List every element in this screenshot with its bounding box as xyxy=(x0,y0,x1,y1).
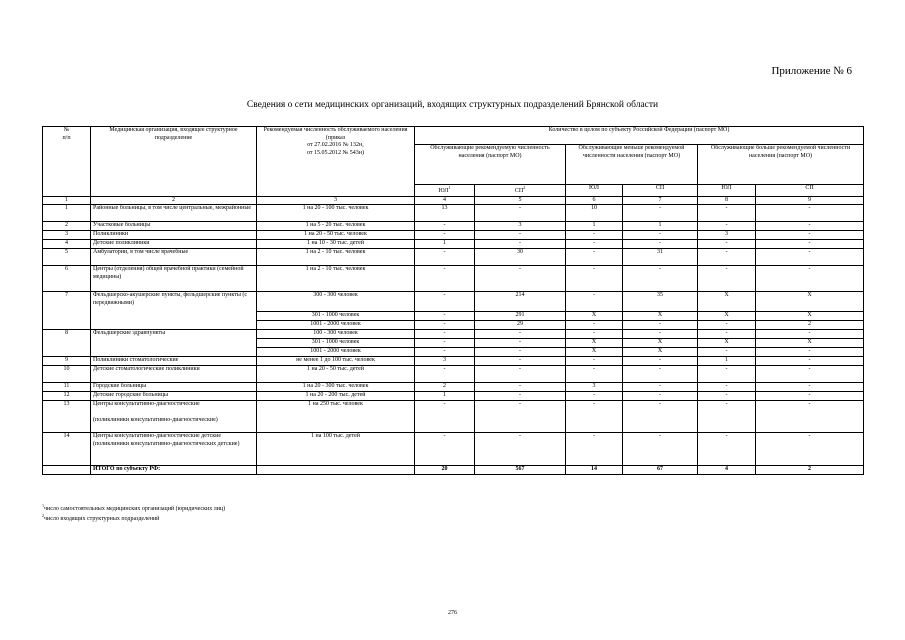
header-sp: СП xyxy=(756,185,864,197)
total-value: 20 xyxy=(415,466,475,475)
cell-value: 3 xyxy=(415,357,475,366)
row-recommended: 1 на 250 тыс. человек xyxy=(257,401,415,433)
cell-value: - xyxy=(756,392,864,401)
cell-value: X xyxy=(756,292,864,312)
cell-value: - xyxy=(698,366,756,383)
cell-value: - xyxy=(415,249,475,266)
cell-value: - xyxy=(566,231,623,240)
cell-value: - xyxy=(475,392,566,401)
cell-value: X xyxy=(623,312,698,321)
cell-value: - xyxy=(566,433,623,466)
row-organization-subline: (поликлиники консультативно-диагностические) xyxy=(93,416,218,423)
cell-value: X xyxy=(698,339,756,348)
row-recommended: 1 на 100 тыс. детей xyxy=(257,433,415,466)
row-number: 1 xyxy=(43,205,91,222)
header-group-recommended: Обслуживающие рекомендуемую численность населения (паспорт МО) xyxy=(415,145,566,185)
column-number: 7 xyxy=(623,196,698,205)
table-row xyxy=(43,383,864,392)
column-number: 3 xyxy=(257,196,415,205)
cell-value: - xyxy=(475,330,566,339)
row-recommended: 1 на 20 - 50 тыс. человек xyxy=(257,231,415,240)
cell-value: - xyxy=(475,383,566,392)
row-recommended: 1001 - 2000 человек xyxy=(257,348,415,357)
cell-value: - xyxy=(756,330,864,339)
cell-value: - xyxy=(756,433,864,466)
cell-value: - xyxy=(623,330,698,339)
cell-value: - xyxy=(566,321,623,330)
row-organization-line: Центры консультативно-диагностические детские xyxy=(93,433,222,439)
row-recommended: 1 на 10 - 30 тыс. детей xyxy=(257,240,415,249)
header-yul: $ЮЛ^1$ xyxy=(415,185,475,197)
header-yul: ЮЛ xyxy=(698,185,756,197)
cell-value: - xyxy=(475,348,566,357)
row-recommended: 1 на 20 - 100 тыс. человек xyxy=(257,205,415,222)
cell-value: - xyxy=(623,392,698,401)
cell-value: - xyxy=(623,240,698,249)
cell-value: - xyxy=(415,339,475,348)
cell-value: - xyxy=(756,348,864,357)
header-recommended: Рекомендуемая численность обслуживаемого населения (приказ от 27.02.2016 № 132н, от 15.05.2012 № 543н) xyxy=(257,127,415,197)
row-recommended: 1 на 5 - 20 тыс. человек xyxy=(257,222,415,231)
cell-value: 1 xyxy=(415,392,475,401)
row-recommended: 1 на 20 - 200 тыс. детей xyxy=(257,392,415,401)
cell-value: - xyxy=(415,401,475,433)
row-recommended: 100 - 300 человек xyxy=(257,330,415,339)
header-org: Медицинская организация, входящее структурное подразделение xyxy=(91,127,257,197)
table-row xyxy=(43,240,864,249)
cell-value: 1 xyxy=(698,357,756,366)
cell-value: - xyxy=(756,383,864,392)
cell-value: - xyxy=(623,366,698,383)
row-number: 12 xyxy=(43,392,91,401)
row-organization: Поликлиники стоматологические xyxy=(91,357,257,366)
cell-value: - xyxy=(756,222,864,231)
cell-value: - xyxy=(566,240,623,249)
cell-value: X xyxy=(698,292,756,312)
cell-value: - xyxy=(756,249,864,266)
cell-value: - xyxy=(566,249,623,266)
cell-value: - xyxy=(475,433,566,466)
medical-network-table xyxy=(42,126,864,475)
table-row xyxy=(43,266,864,292)
column-number-row xyxy=(43,196,864,205)
table-row xyxy=(43,231,864,240)
column-number: 5 xyxy=(475,196,566,205)
cell-value: 3 xyxy=(566,383,623,392)
cell-value: 13 xyxy=(415,205,475,222)
row-number: 11 xyxy=(43,383,91,392)
cell-value: - xyxy=(475,366,566,383)
cell-value: - xyxy=(698,433,756,466)
cell-value: - xyxy=(475,339,566,348)
table-row xyxy=(43,366,864,383)
table-row xyxy=(43,401,864,433)
cell-value: - xyxy=(475,357,566,366)
cell-value: 1 xyxy=(415,240,475,249)
cell-value: - xyxy=(623,231,698,240)
cell-value: - xyxy=(698,321,756,330)
row-organization-subline: (поликлиники консультативно-диагностических детские) xyxy=(93,440,240,447)
cell-value: 2 xyxy=(415,383,475,392)
cell-value: 29 xyxy=(475,321,566,330)
cell-value: - xyxy=(566,392,623,401)
cell-value: - xyxy=(415,321,475,330)
total-value: 4 xyxy=(698,466,756,475)
row-organization: Фельдшерско-акушерские пункты, фельдшерские пункты (с передвижными) xyxy=(91,292,257,330)
cell-value: - xyxy=(698,249,756,266)
cell-value: - xyxy=(698,266,756,292)
row-organization: Центры (отделения) общей врачебной практики (семейной медицины) xyxy=(91,266,257,292)
row-organization: Детские стоматологические поликлиники xyxy=(91,366,257,383)
row-organization: Фельдшерские здравпункты xyxy=(91,330,257,357)
table-row xyxy=(43,222,864,231)
cell-value: - xyxy=(756,366,864,383)
cell-value: - xyxy=(623,266,698,292)
cell-value: 2 xyxy=(756,321,864,330)
cell-value: - xyxy=(566,330,623,339)
page-number: 276 xyxy=(448,610,457,616)
row-recommended: не менее 1 до 100 тыс. человек xyxy=(257,357,415,366)
cell-value: - xyxy=(698,383,756,392)
cell-value: - xyxy=(415,222,475,231)
row-recommended: 1 на 2 - 10 тыс. человек xyxy=(257,266,415,292)
cell-value: - xyxy=(756,357,864,366)
cell-value: - xyxy=(475,240,566,249)
table-row xyxy=(43,205,864,222)
column-number: 8 xyxy=(698,196,756,205)
cell-value: - xyxy=(623,357,698,366)
cell-value: - xyxy=(698,401,756,433)
row-recommended: 301 - 1000 человек xyxy=(257,312,415,321)
row-number: 3 xyxy=(43,231,91,240)
row-number: 5 xyxy=(43,249,91,266)
cell-value: - xyxy=(698,330,756,339)
cell-value: - xyxy=(623,433,698,466)
cell-value: - xyxy=(415,231,475,240)
row-organization: Поликлиники xyxy=(91,231,257,240)
cell-value: X xyxy=(698,312,756,321)
row-number: 4 xyxy=(43,240,91,249)
cell-value: 3 xyxy=(698,231,756,240)
cell-value: - xyxy=(698,205,756,222)
table-row xyxy=(43,433,864,466)
total-value: 567 xyxy=(475,466,566,475)
cell-value: 214 xyxy=(475,292,566,312)
column-number: 4 xyxy=(415,196,475,205)
cell-value: X xyxy=(623,339,698,348)
cell-value: - xyxy=(475,266,566,292)
cell-value: 35 xyxy=(623,292,698,312)
cell-value: 3 xyxy=(475,222,566,231)
table-row xyxy=(43,330,864,339)
header-row xyxy=(43,127,864,145)
cell-value: - xyxy=(415,330,475,339)
row-organization xyxy=(91,433,257,466)
cell-value: - xyxy=(566,366,623,383)
cell-value: - xyxy=(756,231,864,240)
document-title: Сведения о сети медицинских организаций, входящих структурных подразделений Брянской области xyxy=(246,100,659,110)
cell-value: 10 xyxy=(566,205,623,222)
total-empty-cell xyxy=(257,466,415,475)
cell-value: - xyxy=(623,383,698,392)
header-num: № п/п xyxy=(43,127,91,197)
table-row xyxy=(43,249,864,266)
cell-value: - xyxy=(475,231,566,240)
total-value: 14 xyxy=(566,466,623,475)
footnote: $^1$число самостоятельных медицинских организаций (юридических лиц) xyxy=(42,503,226,512)
footnotes xyxy=(42,503,225,523)
column-number: 9 xyxy=(756,196,864,205)
appendix-label: Приложение № 6 xyxy=(771,65,852,77)
cell-value: - xyxy=(566,292,623,312)
cell-value: - xyxy=(698,222,756,231)
column-number: 6 xyxy=(566,196,623,205)
cell-value: - xyxy=(475,401,566,433)
row-number: 6 xyxy=(43,266,91,292)
header-yul: ЮЛ xyxy=(566,185,623,197)
cell-value: - xyxy=(415,366,475,383)
total-empty-cell xyxy=(43,466,91,475)
cell-value: - xyxy=(623,321,698,330)
row-organization xyxy=(91,401,257,433)
row-number: 8 xyxy=(43,330,91,357)
row-organization-line: Центры консультативно-диагностические xyxy=(93,401,200,407)
row-organization: Детские поликлиники xyxy=(91,240,257,249)
cell-value: - xyxy=(566,357,623,366)
row-number: 10 xyxy=(43,366,91,383)
cell-value: 1 xyxy=(566,222,623,231)
table-row xyxy=(43,392,864,401)
cell-value: X xyxy=(623,348,698,357)
cell-value: 30 xyxy=(475,249,566,266)
header-sp: $СП^2$ xyxy=(475,185,566,197)
cell-value: - xyxy=(756,266,864,292)
cell-value: - xyxy=(698,348,756,357)
cell-value: 1 xyxy=(623,222,698,231)
cell-value: - xyxy=(756,240,864,249)
cell-value: - xyxy=(415,348,475,357)
cell-value: - xyxy=(623,401,698,433)
cell-value: 31 xyxy=(623,249,698,266)
row-number: 14 xyxy=(43,433,91,466)
total-label: ИТОГО по субъекту РФ: xyxy=(91,466,257,475)
cell-value: - xyxy=(698,240,756,249)
total-value: 67 xyxy=(623,466,698,475)
cell-value: - xyxy=(566,266,623,292)
column-number: 1 xyxy=(43,196,91,205)
row-number: 13 xyxy=(43,401,91,433)
row-recommended: 1 на 20 - 300 тыс. человек xyxy=(257,383,415,392)
cell-value: - xyxy=(623,205,698,222)
footnote: $^2$число входящих структурных подразделений xyxy=(42,513,160,523)
column-number: 2 xyxy=(91,196,257,205)
cell-value: X xyxy=(756,339,864,348)
cell-value: - xyxy=(415,266,475,292)
row-organization: Амбулатории, в том числе врачебные xyxy=(91,249,257,266)
row-recommended: 301 - 1000 человек xyxy=(257,339,415,348)
header-sp: СП xyxy=(623,185,698,197)
row-organization: Детские городские больницы xyxy=(91,392,257,401)
header-group-more: Обслуживающие больше рекомендуемой численности населения (паспорт МО) xyxy=(698,145,864,185)
cell-value: 291 xyxy=(475,312,566,321)
cell-value: - xyxy=(756,401,864,433)
cell-value: - xyxy=(566,401,623,433)
row-number: 7 xyxy=(43,292,91,330)
cell-value: - xyxy=(756,205,864,222)
row-recommended: 1 на 20 - 50 тыс. детей xyxy=(257,366,415,383)
row-number: 2 xyxy=(43,222,91,231)
row-recommended: 1 на 2 - 10 тыс. человек xyxy=(257,249,415,266)
cell-value: X xyxy=(756,312,864,321)
row-recommended: 300 - 300 человек xyxy=(257,292,415,312)
row-number: 9 xyxy=(43,357,91,366)
cell-value: X xyxy=(566,312,623,321)
header-total: Количество в целом по субъекту Российской Федерации (паспорт МО) xyxy=(415,127,864,145)
total-value: 2 xyxy=(756,466,864,475)
cell-value: X xyxy=(566,348,623,357)
cell-value: X xyxy=(566,339,623,348)
cell-value: - xyxy=(415,292,475,312)
row-organization: Участковые больницы xyxy=(91,222,257,231)
cell-value: - xyxy=(698,392,756,401)
table-row xyxy=(43,357,864,366)
cell-value: - xyxy=(415,433,475,466)
cell-value: - xyxy=(415,312,475,321)
header-group-less: Обслуживающие меньше рекомендуемой численности населения (паспорт МО) xyxy=(566,145,698,185)
row-organization: Городские больницы xyxy=(91,383,257,392)
total-row xyxy=(43,466,864,475)
row-organization: Районные больницы, в том числе центральные, межрайонные xyxy=(91,205,257,222)
cell-value: - xyxy=(475,205,566,222)
row-recommended: 1001 - 2000 человек xyxy=(257,321,415,330)
table-row xyxy=(43,292,864,312)
